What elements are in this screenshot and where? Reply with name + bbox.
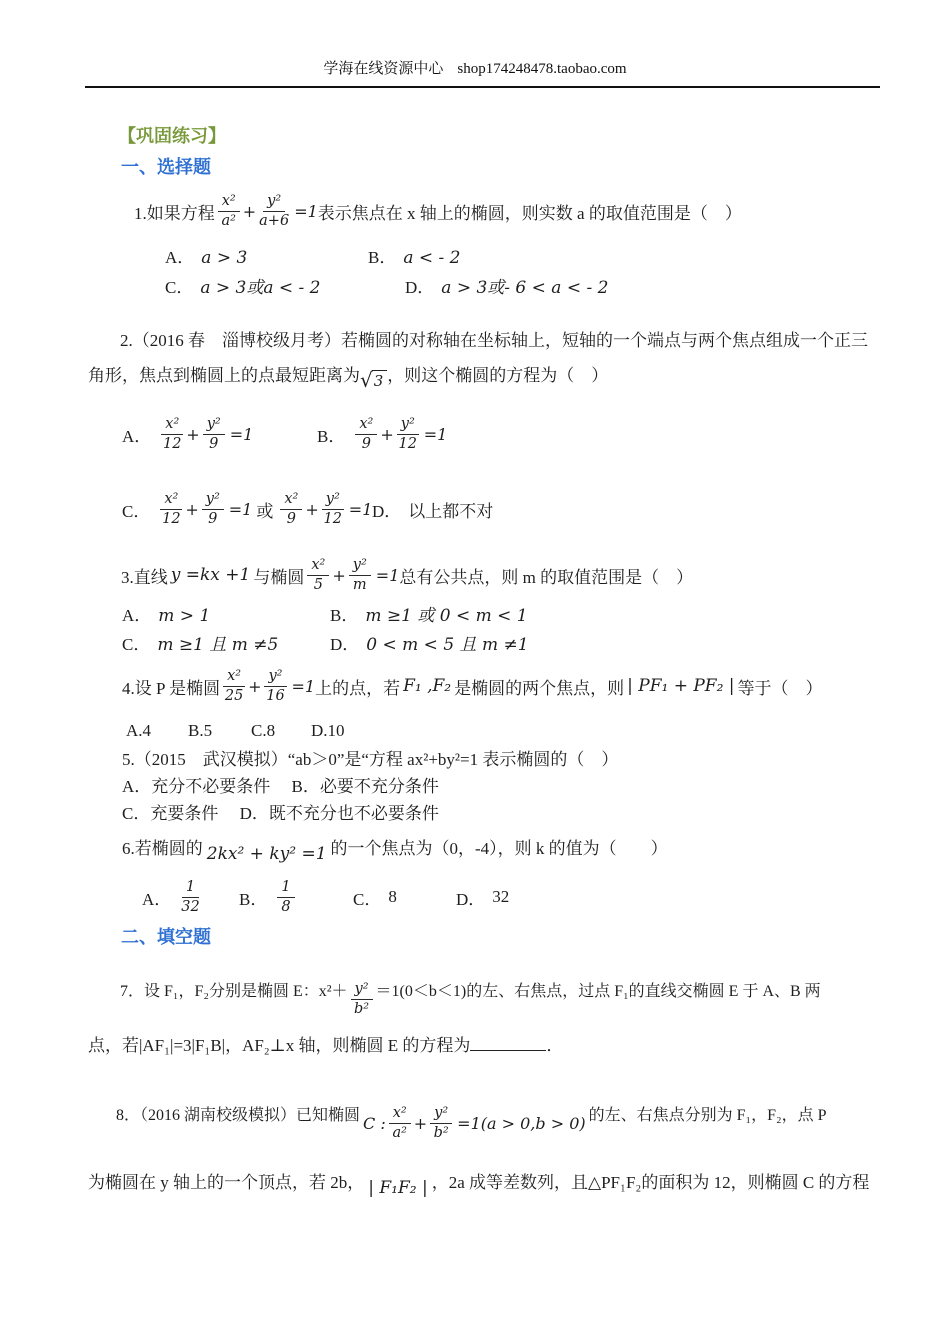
q8-ellipse-equation: C : $\frac{\text{x²}}{\text{a²}}$ + $\frac{\text{y²}}{\text{b²}}$ =1(a > 0,b > 0) bbox=[363, 1104, 586, 1141]
q7-fraction: $\frac{\text{y²}}{\text{b²}}$ bbox=[351, 981, 373, 1017]
q1-tail: 表示焦点在 x 轴上的椭圆，则实数 a 的取值范围是（ ） bbox=[317, 203, 742, 223]
q2-b-fraction-1: $\frac{\text{x²}}{9}$ bbox=[355, 416, 377, 452]
q2-stem-line1: 2.（2016 春 淄博校级月考）若椭圆的对称轴在坐标轴上，短轴的一个端点与两个焦点组成一个正三 bbox=[120, 331, 868, 350]
q2-line2b: ，则这个椭圆的方程为（ ） bbox=[387, 365, 609, 385]
q3-stem: 3.直线 y =kx +1 与椭圆 $\frac{\text{x²}}{5}$ + $\frac{\text{y²}}{m}$ =1 总有公共点，则 m 的取值范围是（ ） bbox=[121, 556, 694, 593]
q8-stem-line1 bbox=[116, 1080, 826, 1146]
q2-option-a: A． $\frac{\text{x²}}{12}$ + $\frac{\text{y²}}{9}$ =1 bbox=[122, 415, 254, 452]
q2-option-d: D． 以上都不对 bbox=[372, 502, 494, 521]
q6-a-fraction: $\frac{1}{32}$ bbox=[181, 878, 200, 915]
q8-line2b: ，2a 成等差数列，且△PF₁F₂的面积为 12，则椭圆 C 的方程 bbox=[431, 1172, 870, 1192]
q8-fraction-1: $\frac{\text{x²}}{\text{a²}}$ bbox=[389, 1105, 411, 1141]
q2-stem-line2 bbox=[88, 352, 608, 394]
q1-plus: + bbox=[242, 201, 257, 221]
q1-fraction-2: $\frac{\text{y²}}{a+6}$ bbox=[259, 192, 290, 229]
q8-t2: 的左、右焦点分别为 F₁，F₂，点 P bbox=[588, 1106, 827, 1124]
q8-eq-conditions: =1(a > 0,b > 0) bbox=[457, 1113, 586, 1133]
q1-lead: 1.如果方程 bbox=[134, 203, 215, 223]
q2-option-c: C． $\frac{\text{x²}}{12}$ + $\frac{\text{y²}}{9}$ =1 或 $\frac{\text{x²}}{9}$ + $\frac{\text{y²}}{12}$ =1 bbox=[122, 490, 373, 527]
q8-stem-line2 bbox=[88, 1156, 869, 1204]
q1-fraction-1: $\frac{\text{x²}}{\text{a²}}$ bbox=[218, 193, 240, 229]
q7-line2a: 点，若|AF₁|=3|F₁B|，AF₂⊥x 轴，则椭圆 E 的方程为 bbox=[88, 1036, 471, 1055]
q2-a-fraction-2: $\frac{\text{y²}}{9}$ bbox=[203, 416, 225, 452]
q1-equals: =1 bbox=[294, 201, 318, 221]
q4-foci: F₁ ,F₂ bbox=[403, 676, 452, 696]
q6-t1: 6.若椭圆的 bbox=[122, 838, 203, 858]
q6-t2: 的一个焦点为（0，-4），则 k 的值为（ ） bbox=[330, 838, 668, 858]
header-divider bbox=[85, 86, 880, 88]
section-practice-heading: 【巩固练习】 bbox=[118, 126, 226, 146]
q4-pf-sum: | PF₁ + PF₂ | bbox=[627, 676, 735, 696]
q3-option-c: C． m ≥1 且 m ≠5 bbox=[122, 635, 279, 655]
q3-option-a: A． m > 1 bbox=[122, 606, 211, 626]
q7-t1: 7．设 F₁，F₂分别是椭圆 E：x²＋ bbox=[120, 982, 348, 1000]
q7-t2: ＝1(0＜b＜1)的左、右焦点，过点 F₁的直线交椭圆 E 于 A、B 两 bbox=[375, 982, 821, 1000]
q4-t2: 上的点，若 bbox=[315, 678, 401, 698]
q3-t2: 与椭圆 bbox=[253, 567, 305, 587]
q5-stem: 5.（2015 武汉模拟）“ab＞0”是“方程 ax²+by²=1 表示椭圆的（ ） bbox=[122, 750, 619, 769]
q7-stem-line2 bbox=[88, 1031, 563, 1056]
q4-t1: 4.设 P 是椭圆 bbox=[122, 678, 221, 698]
q4-t3: 是椭圆的两个焦点，则 bbox=[454, 678, 625, 698]
q7-stem-line1 bbox=[120, 958, 821, 1020]
q4-option-c: C.8 bbox=[251, 721, 276, 740]
q3-fraction-1: $\frac{\text{x²}}{5}$ bbox=[307, 557, 329, 593]
q6-option-b: B． $\frac{1}{8}$ bbox=[239, 872, 298, 922]
q8-t1: 8．（2016 湖南校级模拟）已知椭圆 bbox=[116, 1106, 361, 1124]
q4-option-b: B.5 bbox=[188, 721, 213, 740]
q8-fraction-2: $\frac{\text{y²}}{\text{b²}}$ bbox=[430, 1105, 452, 1141]
q2-option-b: B． $\frac{\text{x²}}{9}$ + $\frac{\text{y²}}{12}$ =1 bbox=[317, 415, 448, 452]
q3-option-d: D． 0 < m < 5 且 m ≠1 bbox=[330, 635, 529, 655]
q4-option-d: D.10 bbox=[311, 721, 345, 740]
q2-c-or: 或 bbox=[256, 501, 274, 521]
q3-line-eq: y =kx +1 bbox=[170, 565, 251, 585]
q2-sqrt3: √ 3 bbox=[360, 370, 387, 390]
q5-options-cd: C．充要条件 D．既不充分也不必要条件 bbox=[122, 804, 439, 823]
q2-c-fraction-1: $\frac{\text{x²}}{12}$ bbox=[162, 490, 181, 527]
q4-stem: 4.设 P 是椭圆 $\frac{\text{x²}}{25}$ + $\frac{\text{y²}}{16}$ =1 上的点，若 F₁ ,F₂ 是椭圆的两个焦点，则 | PF₁ + PF₂ | 等于（ ） bbox=[122, 667, 823, 704]
q1-option-b: B． a < - 2 bbox=[368, 248, 461, 268]
q4-fraction-1: $\frac{\text{x²}}{25}$ bbox=[224, 667, 244, 704]
q3-fraction-2: $\frac{\text{y²}}{m}$ bbox=[349, 557, 371, 593]
q2-a-fraction-1: $\frac{\text{x²}}{12}$ bbox=[163, 415, 182, 452]
section-choice-heading: 一、选择题 bbox=[121, 157, 211, 177]
q4-t4: 等于（ ） bbox=[737, 678, 823, 698]
q2-c-fraction-2: $\frac{\text{y²}}{9}$ bbox=[202, 491, 224, 527]
q2-c-fraction-4: $\frac{\text{y²}}{12}$ bbox=[323, 490, 342, 527]
q6-option-c: C． 8 bbox=[353, 887, 397, 909]
q6-option-d: D． 32 bbox=[456, 887, 510, 909]
q7-answer-blank bbox=[470, 1033, 546, 1051]
q2-line2a: 角形，焦点到椭圆上的点最短距离为 bbox=[88, 365, 360, 385]
q1-option-a: A． a > 3 bbox=[165, 248, 248, 268]
page-header bbox=[0, 57, 950, 78]
q3-t3: 总有公共点，则 m 的取值范围是（ ） bbox=[399, 567, 694, 587]
section-fill-heading: 二、填空题 bbox=[121, 927, 211, 947]
q6-equation: 2kx² + ky² =1 bbox=[206, 844, 327, 864]
q6-b-fraction: $\frac{1}{8}$ bbox=[277, 879, 294, 915]
q5-options-ab: A．充分不必要条件 B．必要不充分条件 bbox=[122, 777, 439, 796]
q4-option-a: A.4 bbox=[126, 721, 152, 740]
q1-option-c: C． a > 3或a < - 2 bbox=[165, 278, 321, 298]
q3-option-b: B． m ≥1 或 0 < m < 1 bbox=[330, 606, 528, 626]
q1-option-d: D． a > 3或- 6 < a < - 2 bbox=[405, 278, 609, 298]
q1-stem bbox=[134, 184, 742, 238]
q4-fraction-2: $\frac{\text{y²}}{16}$ bbox=[266, 667, 285, 704]
header-site-name: 学海在线资源中心 bbox=[323, 61, 444, 77]
q8-f1f2-distance: | F₁F₂ | bbox=[368, 1178, 428, 1198]
q6-stem bbox=[122, 823, 668, 869]
q6-option-a: A． $\frac{1}{32}$ bbox=[142, 878, 200, 915]
q7-line2b: ． bbox=[546, 1036, 564, 1055]
q8-c-label: C : bbox=[363, 1113, 386, 1133]
q8-line2a: 为椭圆在 y 轴上的一个顶点，若 2b， bbox=[88, 1172, 365, 1192]
q2-b-fraction-2: $\frac{\text{y²}}{12}$ bbox=[398, 415, 417, 452]
q2-c-fraction-3: $\frac{\text{x²}}{9}$ bbox=[280, 491, 302, 527]
q3-t1: 3.直线 bbox=[121, 567, 168, 587]
header-shop-url: shop174248478.taobao.com bbox=[457, 61, 627, 77]
